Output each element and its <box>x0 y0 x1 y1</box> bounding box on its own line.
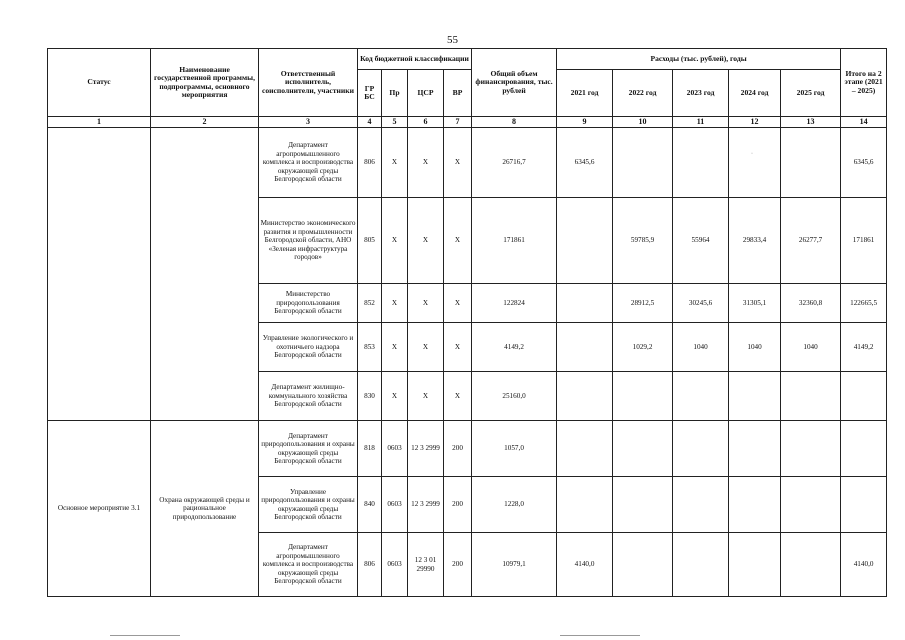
y2024-cell <box>729 128 781 198</box>
vr-cell: 200 <box>444 421 472 477</box>
total-cell: 4149,2 <box>472 323 557 372</box>
y2025-cell <box>781 533 841 597</box>
pr-cell: 0603 <box>382 533 408 597</box>
header-grbs: ГР БС <box>358 70 382 117</box>
column-number: 1 <box>48 117 151 128</box>
header-csr: ЦСР <box>408 70 444 117</box>
header-expenses-by-year: Расходы (тыс. рублей), годы <box>557 49 841 70</box>
stage-total-cell: 6345,6 <box>841 128 887 198</box>
header-year-2022: 2022 год <box>613 70 673 117</box>
total-cell: 10979,1 <box>472 533 557 597</box>
stage-total-cell <box>841 372 887 421</box>
total-cell: 171861 <box>472 198 557 284</box>
y2023-cell: 30245,6 <box>673 284 729 323</box>
y2023-cell <box>673 128 729 198</box>
y2021-cell: 6345,6 <box>557 128 613 198</box>
csr-cell: 12 3 01 29990 <box>408 533 444 597</box>
y2023-cell <box>673 533 729 597</box>
column-number: 9 <box>557 117 613 128</box>
vr-cell: 200 <box>444 533 472 597</box>
executor-cell: Министерство природопользования Белгородской области <box>259 284 358 323</box>
pr-cell: 0603 <box>382 421 408 477</box>
grbs-cell: 805 <box>358 198 382 284</box>
budget-table <box>47 48 887 597</box>
column-number: 13 <box>781 117 841 128</box>
vr-cell: Х <box>444 128 472 198</box>
y2022-cell: 28912,5 <box>613 284 673 323</box>
csr-cell: Х <box>408 323 444 372</box>
grbs-cell: 852 <box>358 284 382 323</box>
stage-total-cell: 171861 <box>841 198 887 284</box>
footer-rule-right <box>560 635 640 636</box>
y2022-cell <box>613 128 673 198</box>
y2022-cell: 59785,9 <box>613 198 673 284</box>
y2022-cell <box>613 533 673 597</box>
pr-cell: Х <box>382 128 408 198</box>
y2022-cell <box>613 372 673 421</box>
grbs-cell: 818 <box>358 421 382 477</box>
column-number: 11 <box>673 117 729 128</box>
vr-cell: Х <box>444 372 472 421</box>
pr-cell: 0603 <box>382 477 408 533</box>
executor-cell: Министерство экономического развития и промышленности Белгородской области, АНО «Зеленая инфраструктура городов» <box>259 198 358 284</box>
y2024-cell: 31305,1 <box>729 284 781 323</box>
executor-cell: Департамент природопользования и охраны окружающей среды Белгородской области <box>259 421 358 477</box>
vr-cell: Х <box>444 198 472 284</box>
y2023-cell <box>673 372 729 421</box>
vr-cell: Х <box>444 284 472 323</box>
csr-cell: 12 3 2999 <box>408 421 444 477</box>
executor-cell: Управление экологического и охотничьего надзора Белгородской области <box>259 323 358 372</box>
grbs-cell: 806 <box>358 128 382 198</box>
column-number-row <box>48 117 887 128</box>
column-number: 4 <box>358 117 382 128</box>
csr-cell: Х <box>408 284 444 323</box>
y2023-cell <box>673 477 729 533</box>
table-row <box>48 421 887 477</box>
y2021-cell <box>557 198 613 284</box>
stage-total-cell: 4149,2 <box>841 323 887 372</box>
total-cell: 122824 <box>472 284 557 323</box>
pr-cell: Х <box>382 323 408 372</box>
header-executor: Ответственный исполнитель, соисполнители, участники <box>259 49 358 117</box>
y2021-cell <box>557 421 613 477</box>
header-year-2023: 2023 год <box>673 70 729 117</box>
y2024-cell <box>729 421 781 477</box>
y2021-cell <box>557 323 613 372</box>
y2025-cell <box>781 477 841 533</box>
csr-cell: Х <box>408 372 444 421</box>
grbs-cell: 853 <box>358 323 382 372</box>
table-row <box>48 128 887 198</box>
total-cell: 1057,0 <box>472 421 557 477</box>
name-cell <box>151 128 259 421</box>
executor-cell: Департамент агропромышленного комплекса и воспроизводства окружающей среды Белгородской области <box>259 533 358 597</box>
y2023-cell: 1040 <box>673 323 729 372</box>
y2025-cell <box>781 372 841 421</box>
column-number: 2 <box>151 117 259 128</box>
y2024-cell: 1040 <box>729 323 781 372</box>
y2023-cell: 55964 <box>673 198 729 284</box>
scan-mark: · <box>751 151 754 157</box>
column-number: 5 <box>382 117 408 128</box>
header-total-financing: Общий объем финансирования, тыс. рублей <box>472 49 557 117</box>
pr-cell: Х <box>382 372 408 421</box>
csr-cell: Х <box>408 198 444 284</box>
total-cell: 1228,0 <box>472 477 557 533</box>
header-vr: ВР <box>444 70 472 117</box>
stage-total-cell <box>841 421 887 477</box>
y2025-cell <box>781 421 841 477</box>
y2021-cell <box>557 477 613 533</box>
stage-total-cell <box>841 477 887 533</box>
y2024-cell <box>729 533 781 597</box>
name-cell: Охрана окружающей среды и рациональное природопользование <box>151 421 259 597</box>
column-number: 7 <box>444 117 472 128</box>
total-cell: 26716,7 <box>472 128 557 198</box>
header-budget-code: Код бюджетной классификации <box>358 49 472 70</box>
y2023-cell <box>673 421 729 477</box>
y2021-cell: 4140,0 <box>557 533 613 597</box>
total-cell: 25160,0 <box>472 372 557 421</box>
page-number: 55 <box>447 34 458 46</box>
executor-cell: Департамент агропромышленного комплекса и воспроизводства окружающей среды Белгородской области <box>259 128 358 198</box>
grbs-cell: 830 <box>358 372 382 421</box>
csr-cell: Х <box>408 128 444 198</box>
header-year-2024: 2024 год <box>729 70 781 117</box>
y2024-cell: 29833,4 <box>729 198 781 284</box>
y2024-cell <box>729 477 781 533</box>
vr-cell: Х <box>444 323 472 372</box>
y2025-cell: 1040 <box>781 323 841 372</box>
pr-cell: Х <box>382 198 408 284</box>
header-year-2021: 2021 год <box>557 70 613 117</box>
y2022-cell <box>613 477 673 533</box>
column-number: 12 <box>729 117 781 128</box>
y2025-cell: 32360,8 <box>781 284 841 323</box>
header-status: Статус <box>48 49 151 117</box>
header-year-2025: 2025 год <box>781 70 841 117</box>
y2021-cell <box>557 284 613 323</box>
executor-cell: Управление природопользования и охраны окружающей среды Белгородской области <box>259 477 358 533</box>
column-number: 10 <box>613 117 673 128</box>
y2022-cell <box>613 421 673 477</box>
footer-rule-left <box>110 635 180 636</box>
y2024-cell <box>729 372 781 421</box>
column-number: 14 <box>841 117 887 128</box>
y2025-cell: 26277,7 <box>781 198 841 284</box>
column-number: 6 <box>408 117 444 128</box>
stage-total-cell: 4140,0 <box>841 533 887 597</box>
column-number: 8 <box>472 117 557 128</box>
pr-cell: Х <box>382 284 408 323</box>
header-name: Наименование государственной программы, подпрограммы, основного мероприятия <box>151 49 259 117</box>
csr-cell: 12 3 2999 <box>408 477 444 533</box>
y2022-cell: 1029,2 <box>613 323 673 372</box>
column-number: 3 <box>259 117 358 128</box>
vr-cell: 200 <box>444 477 472 533</box>
grbs-cell: 806 <box>358 533 382 597</box>
y2025-cell <box>781 128 841 198</box>
stage-total-cell: 122665,5 <box>841 284 887 323</box>
executor-cell: Департамент жилищно-коммунального хозяйства Белгородской области <box>259 372 358 421</box>
status-cell: Основное мероприятие 3.1 <box>48 421 151 597</box>
y2021-cell <box>557 372 613 421</box>
status-cell <box>48 128 151 421</box>
grbs-cell: 840 <box>358 477 382 533</box>
header-pr: Пр <box>382 70 408 117</box>
header-stage-total: Итого на 2 этапе (2021 – 2025) <box>841 49 887 117</box>
